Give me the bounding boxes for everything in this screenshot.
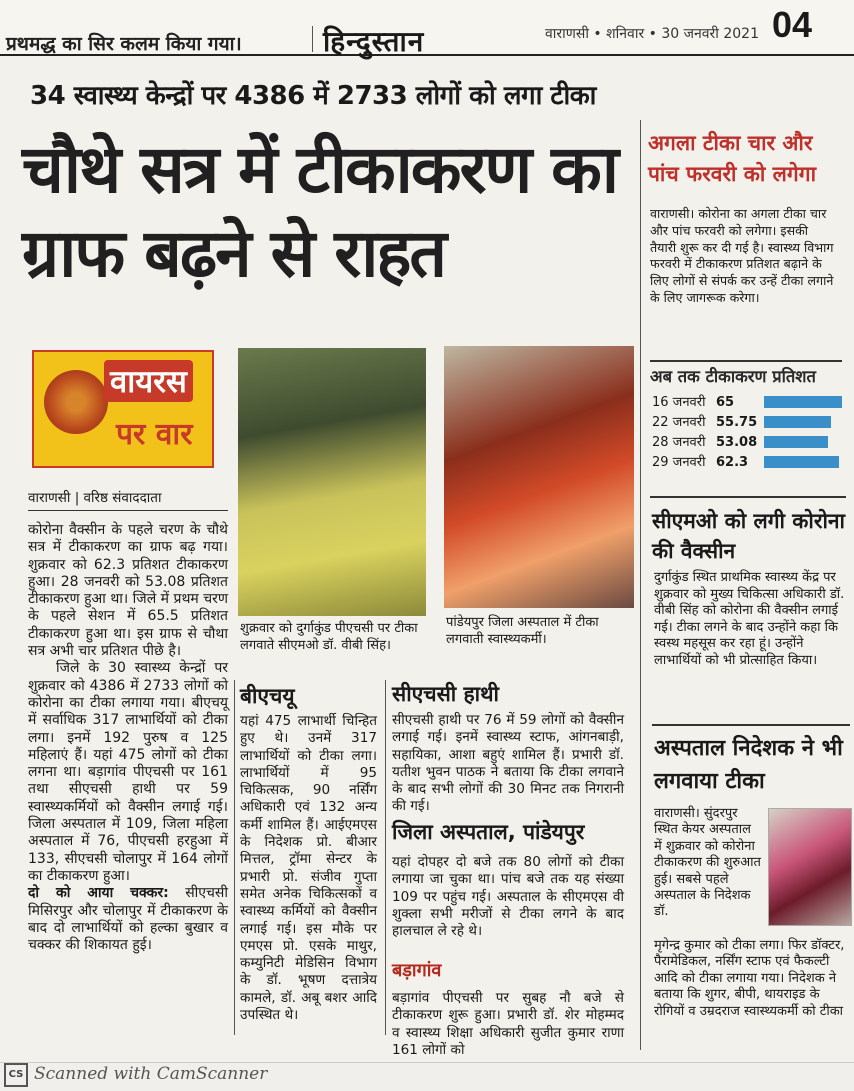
paper-name: हिन्दुस्तान <box>323 25 425 58</box>
dizziness-paragraph <box>28 885 228 954</box>
stats-value: 55.75 <box>716 415 758 430</box>
cmo-title: सीएमओ को लगी कोरोना की वैक्सीन <box>652 509 845 563</box>
director-text-continued: मृगेन्द्र कुमार को टीका लगा। फिर डॉक्टर, पैरामेडिकल, नर्सिंग स्टाफ एवं फैकल्टी आदि को टीका लगाया गया। निदेशक ने बताया कि शुगर, बीपी, थायराइड के रोगियों व उम्रदराज स्वास्थ्यकर्मी को टीका <box>654 938 845 1019</box>
stats-value: 62.3 <box>716 455 749 470</box>
district-heading: जिला अस्पताल, पांडेयपुर <box>392 820 585 844</box>
stats-row <box>652 432 760 452</box>
stats-bar <box>764 396 842 408</box>
date-line: वाराणसी • शनिवार • 30 जनवरी 2021 <box>545 26 759 42</box>
hospital-vaccination-photo <box>444 346 634 608</box>
column-divider <box>385 680 386 1035</box>
stats-bar <box>764 416 831 428</box>
stats-bar <box>764 456 839 468</box>
stats-title: अब तक टीकाकरण प्रतिशत <box>650 360 842 387</box>
sidebar-divider <box>640 120 641 1050</box>
bhu-heading: बीएचयू <box>240 684 295 708</box>
stats-row <box>652 412 760 432</box>
masthead-left-text: प्रथमद्ध का सिर कलम किया गया। <box>6 33 242 55</box>
photo-caption-2: पांडेयपुर जिला अस्पताल में टीका लगवाती स्वास्थ्यकर्मी। <box>446 615 599 647</box>
page-number: 04 <box>772 4 813 45</box>
camscanner-logo: CS <box>4 1063 28 1087</box>
photo-caption-1: शुक्रवार को दुर्गाकुंड पीएचसी पर टीका लगवाते सीएमओ डॉ. वीबी सिंह। <box>240 621 418 653</box>
virus-icon <box>44 370 108 434</box>
badge-line-2: पर वार <box>116 417 193 452</box>
stats-value: 53.08 <box>716 435 758 450</box>
kicker: 34 स्वास्थ्य केन्द्रों पर 4386 में 2733 लोगों को लगा टीका <box>30 81 596 111</box>
stats-row <box>652 392 760 412</box>
next-dose-text: वाराणसी। कोरोना का अगला टीका चार और पांच फरवरी को लगेगा। इसकी तैयारी शुरू कर दी गई है। स्वास्थ्य विभाग फरवरी में टीकाकरण प्रतिशत बढ़ाने के लिए लोगों से संपर्क कर उन्हें टीका लगाने के लिए जागरूक करेगा। <box>650 206 834 305</box>
stats-value: 65 <box>716 395 735 410</box>
dizziness-text: सीएचसी मिसिरपुर और चोलापुर में टीकाकरण के बाद दो लाभार्थियों को हल्का बुखार व चक्कर की शिकायत हुई। <box>28 885 229 954</box>
cmo-vaccination-photo <box>238 348 426 616</box>
masthead-divider <box>312 26 313 52</box>
director-text: वाराणसी। सुंदरपुर स्थित केयर अस्पताल में शुक्रवार को कोरोना टीकाकरण की शुरुआत हुई। सबसे पहले अस्पताल के निदेशक डॉ. <box>654 806 761 920</box>
stats-date: 22 जनवरी <box>652 415 706 430</box>
stats-date: 28 जनवरी <box>652 435 706 450</box>
bhu-text: यहां 475 लाभार्थी चिन्हित हुए थे। उनमें 317 लाभार्थियों को टीका लगा। लाभार्थियों में 95 चिकित्सक, 90 नर्सिंग अधिकारी एवं 132 अन्य कर्मी शामिल हैं। आईएमएस के निदेशक प्रो. बीआर मित्तल, ट्रॉमा सेन्टर के प्रभारी प्रो. संजीव गुप्ता समेत अनेक चिकित्सकों व स्वास्थ्य कर्मियों को वैक्सीन लगाई गई। इस मौके पर एमएस प्रो. एसके माथुर, कम्युनिटी मेडिसिन विभाग के डॉ. भूषण दत्तात्रेय कामले, डॉ. अबू बशर आदि उपस्थित थे। <box>240 713 377 1024</box>
scanner-watermark: Scanned with CamScanner <box>34 1064 268 1084</box>
lede-paragraph: कोरोना वैक्सीन के पहले चरण के चौथे सत्र में टीकाकरण का ग्राफ बढ़ गया। शुक्रवार को 62.3 प्रतिशत टीकाकरण हुआ। 28 जनवरी को 53.08 प्रतिशत टीकाकरण हुआ था। जिले में प्रथम चरण के पहले सेशन में 65.5 प्रतिशत टीकाकरण हुआ था। इस ग्राफ से चौथा सत्र अभी चार प्रतिशत पीछे है। <box>28 522 228 660</box>
director-title: अस्पताल निदेशक ने भी लगवाया टीका <box>654 736 843 794</box>
next-dose-title: अगला टीका चार और पांच फरवरी को लगेगा <box>648 131 817 186</box>
byline: वाराणसी | वरिष्ठ संवाददाता <box>28 490 162 506</box>
stats-date: 29 जनवरी <box>652 455 706 470</box>
chc-heading: सीएचसी हाथी <box>392 682 499 706</box>
district-text: यहां दोपहर दो बजे तक 80 लोगों को टीका लगाया जा चुका था। पांच बजे तक यह संख्या 109 पर पहुंच गई। अस्पताल के सीएमएस वी शुक्ला सभी मरीजों से टीका लगने के बाद हालचाल ले रहे थे। <box>392 854 624 940</box>
badge-line-1: वायरस <box>104 360 193 402</box>
stats-rule <box>650 496 846 498</box>
baragaon-text: बड़ागांव पीएचसी पर सुबह नौ बजे से टीकाकरण शुरू हुआ। प्रभारी डॉ. शेर मोहम्मद व स्वास्थ्य शिक्षा अधिकारी सुजीत कुमार राणा 161 लोगों को <box>392 990 624 1058</box>
stats-date: 16 जनवरी <box>652 395 706 410</box>
byline-rule <box>28 510 228 511</box>
stats-bar <box>764 436 828 448</box>
body-paragraph: जिले के 30 स्वास्थ्य केन्द्रों पर शुक्रवार को 4386 में 2733 लोगों को कोरोना का टीका लगाया गया। बीएचयू में सर्वाधिक 317 लाभार्थियों को टीका लगा। इनमें 192 पुरुष व 125 महिलाएं हैं। यहां 475 लोगों को टीका लगना था। बड़ागांव पीएचसी पर 161 तथा सीएचसी हाथी पर 59 स्वास्थ्यकर्मियों को वैक्सीन लगाई गई। जिला अस्पताल में 109, जिला महिला अस्पताल में 76, पीएचसी हरहुआ में 133, सीएचसी चोलापुर में 164 लोगों का टीकाकरण हुआ। <box>28 660 228 884</box>
story-body <box>28 522 228 954</box>
baragaon-heading: बड़ागांव <box>392 960 442 981</box>
column-divider <box>234 680 235 1035</box>
stats-row <box>652 452 760 472</box>
virus-badge <box>32 350 214 468</box>
director-rule <box>652 724 850 726</box>
headline: चौथे सत्र में टीकाकरण का ग्राफ बढ़ने से राहत <box>22 131 617 292</box>
chc-text: सीएचसी हाथी पर 76 में 59 लोगों को वैक्सीन लगाई गई। इनमें स्वास्थ्य स्टाफ, आंगनबाड़ी, सहायिका, आशा बहुएं शामिल हैं। प्रभारी डॉ. यतीश भुवन पाठक ने बताया कि टीका लगवाने के बाद सभी लोगों की 30 मिनट तक निगरानी की गई। <box>392 712 624 815</box>
cmo-text: दुर्गाकुंड स्थित प्राथमिक स्वास्थ्य केंद्र पर शुक्रवार को मुख्य चिकित्सा अधिकारी डॉ. वीबी सिंह को कोरोना की वैक्सीन लगाई गई। टीका लगने के बाद उन्होंने कहा कि स्वस्थ महसूस कर रहा हूं। उन्होंने लाभार्थियों को भी प्रोत्साहित किया। <box>654 570 845 668</box>
director-photo <box>768 808 852 926</box>
dizziness-lead: दो को आया चक्कर: <box>28 885 169 902</box>
